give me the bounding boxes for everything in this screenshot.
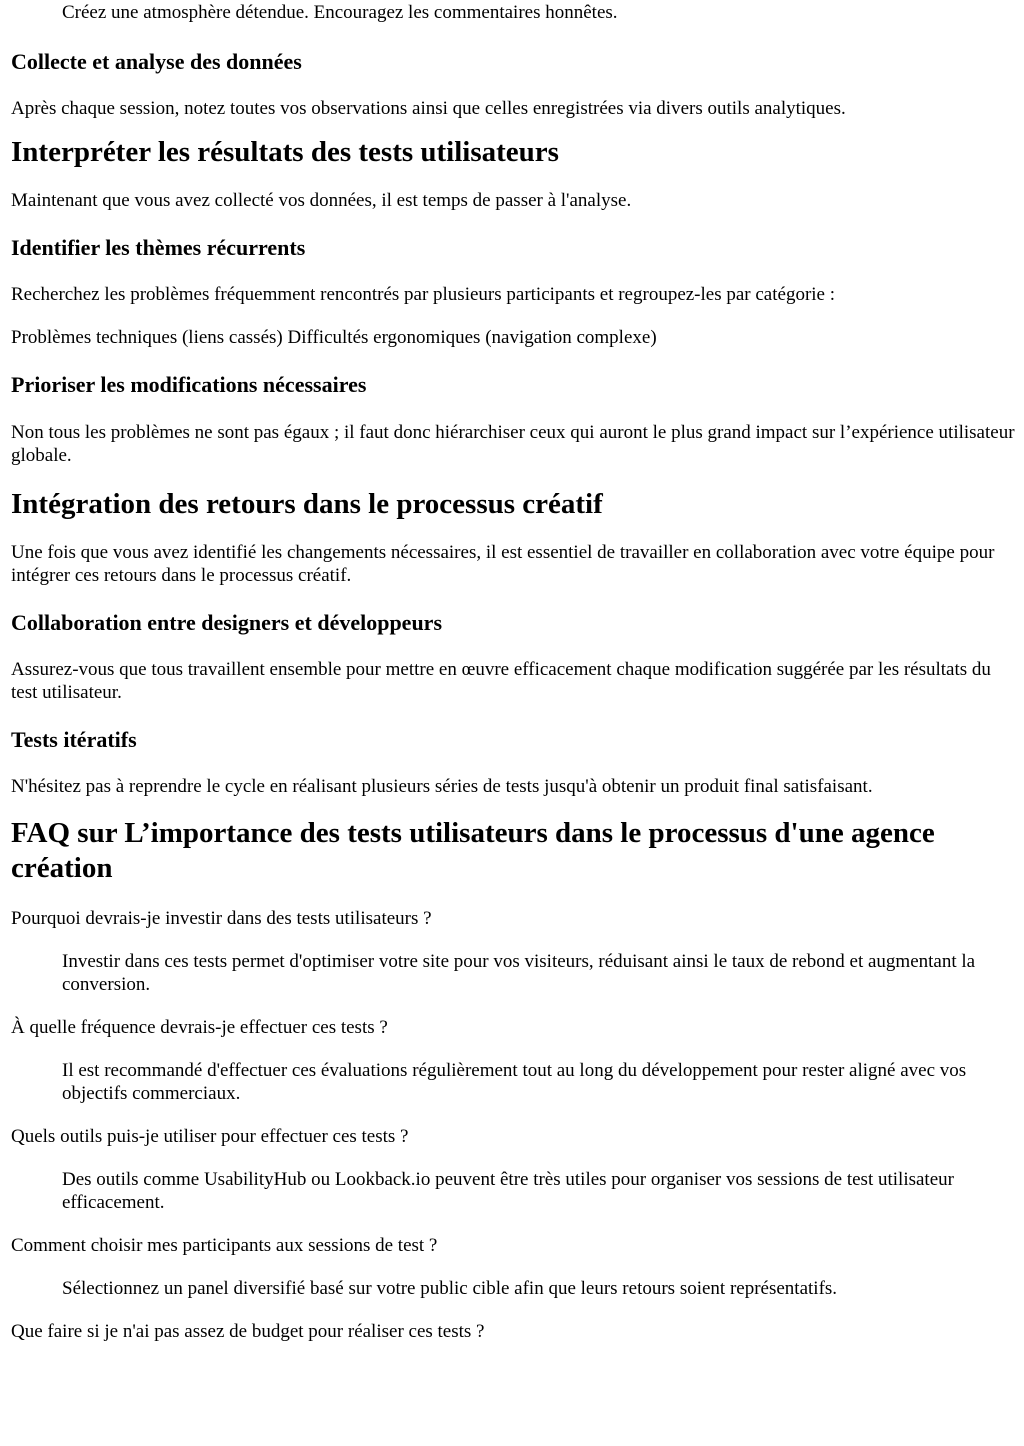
heading-collecte: Collecte et analyse des données <box>11 49 302 74</box>
paragraph-prioriser: Non tous les problèmes ne sont pas égaux ; il faut donc hiérarchiser ceux qui auront le plus grand impact sur l’expérience utilisateur globale. <box>11 422 1015 466</box>
article-content <box>11 48 1016 1343</box>
faq-question: Pourquoi devrais-je investir dans des tests utilisateurs ? <box>11 908 432 929</box>
heading-interpreter: Interpréter les résultats des tests utilisateurs <box>11 136 559 168</box>
faq-question: À quelle fréquence devrais-je effectuer ces tests ? <box>11 1017 388 1038</box>
faq-question: Comment choisir mes participants aux sessions de test ? <box>11 1235 438 1256</box>
paragraph-themes: Recherchez les problèmes fréquemment rencontrés par plusieurs participants et regroupez-les par catégorie : <box>11 284 836 305</box>
heading-faq: FAQ sur L’importance des tests utilisateurs dans le processus d'une agence création <box>11 817 935 884</box>
paragraph-integration-intro: Une fois que vous avez identifié les changements nécessaires, il est essentiel de travailler en collaboration avec votre équipe pour intégrer ces retours dans le processus créatif. <box>11 542 995 586</box>
top-text-line: Créez une atmosphère détendue. Encouragez les commentaires honnêtes. <box>62 2 618 23</box>
heading-prioriser: Prioriser les modifications nécessaires <box>11 372 367 397</box>
heading-collaboration: Collaboration entre designers et développeurs <box>11 610 443 635</box>
heading-tests-iteratifs: Tests itératifs <box>11 727 137 752</box>
paragraph-collaboration: Assurez-vous que tous travaillent ensemble pour mettre en œuvre efficacement chaque modification suggérée par les résultats du test utilisateur. <box>11 659 991 703</box>
paragraph-collecte: Après chaque session, notez toutes vos observations ainsi que celles enregistrées via divers outils analytiques. <box>11 98 846 119</box>
faq-answer: Des outils comme UsabilityHub ou Lookback.io peuvent être très utiles pour organiser vos sessions de test utilisateur efficacement. <box>62 1169 954 1213</box>
faq-answer: Il est recommandé d'effectuer ces évaluations régulièrement tout au long du développement pour rester aligné avec vos objectifs commerciaux. <box>62 1060 967 1104</box>
paragraph-tests-iteratifs: N'hésitez pas à reprendre le cycle en réalisant plusieurs séries de tests jusqu'à obtenir un produit final satisfaisant. <box>11 776 873 797</box>
heading-integration: Intégration des retours dans le processus créatif <box>11 488 603 520</box>
faq-question: Que faire si je n'ai pas assez de budget pour réaliser ces tests ? <box>11 1321 485 1342</box>
faq-list <box>11 907 1016 1343</box>
heading-themes: Identifier les thèmes récurrents <box>11 235 306 260</box>
faq-answer: Sélectionnez un panel diversifié basé sur votre public cible afin que leurs retours soient représentatifs. <box>62 1278 838 1299</box>
faq-answer: Investir dans ces tests permet d'optimiser votre site pour vos visiteurs, réduisant ainsi le taux de rebond et augmentant la conversion. <box>62 951 976 995</box>
themes-list: Problèmes techniques (liens cassés) Difficultés ergonomiques (navigation complexe) <box>11 327 657 348</box>
paragraph-interpreter-intro: Maintenant que vous avez collecté vos données, il est temps de passer à l'analyse. <box>11 190 632 211</box>
faq-question: Quels outils puis-je utiliser pour effectuer ces tests ? <box>11 1126 409 1147</box>
